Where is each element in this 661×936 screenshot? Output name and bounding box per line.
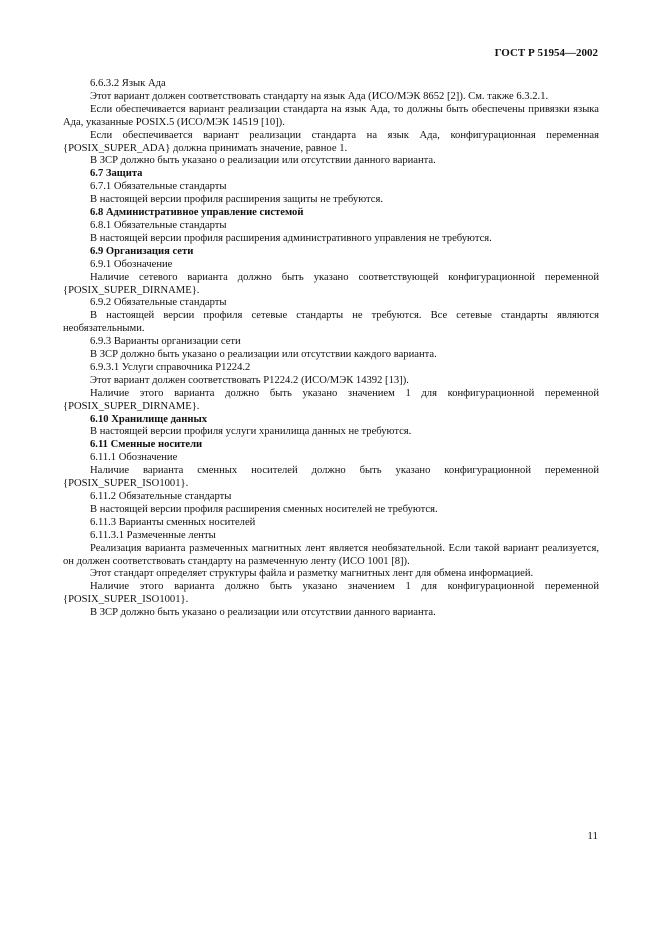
paragraph: Этот вариант должен соответствовать Р1224.2 (ИСО/МЭК 14392 [13]). (90, 374, 409, 386)
paragraph: Реализация варианта размеченных магнитных лент является необязательной. Если такой вариант реализуется, он должен соответствовать стандарту на размеченную ленту (ИСО 1001 [8]). (63, 542, 599, 567)
section-heading: 6.10 Хранилище данных (90, 413, 208, 425)
section-title: 6.11.2 Обязательные стандарты (90, 491, 232, 502)
paragraph: В ЗСР должно быть указано о реализации или отсутствии каждого варианта. (90, 349, 437, 361)
section-heading: 6.8 Административное управление системой (90, 207, 304, 219)
document-body (63, 78, 599, 620)
paragraph: Этот стандарт определяет структуры файла и разметку магнитных лент для обмена информацией. (90, 568, 534, 580)
paragraph: Наличие варианта сменных носителей должно быть указано конфигурационной переменной {POSIX_SUPER_ISO1001}. (63, 465, 599, 490)
section-title: 6.7.1 Обязательные стандарты (90, 181, 227, 193)
document-header: ГОСТ Р 51954—2002 (494, 47, 598, 59)
paragraph: В настоящей версии профиля услуги хранилища данных не требуются. (90, 426, 412, 438)
section-title: 6.9.3 Варианты организации сети (90, 336, 241, 348)
paragraph: В ЗСР должно быть указано о реализации или отсутствии данного варианта. (90, 155, 436, 167)
section-title: 6.9.3.1 Услуги справочника Р1224.2 (90, 361, 251, 373)
section-title: 6.6.3.2 Язык Ада (90, 78, 166, 89)
paragraph: Этот вариант должен соответствовать стандарту на язык Ада (ИСО/МЭК 8652 [2]). См. также 6.3.2.1. (90, 90, 549, 102)
section-heading: 6.7 Защита (90, 168, 143, 180)
section-heading: 6.9 Организация сети (90, 245, 194, 257)
section-title: 6.11.3.1 Размеченные ленты (90, 529, 216, 541)
paragraph: В настоящей версии профиля сетевые стандарты не требуются. Все сетевые стандарты являются необязательными. (63, 310, 599, 335)
paragraph: Наличие сетевого варианта должно быть указано соответствующей конфигурационной переменной {POSIX_SUPER_DIRNAME}. (63, 271, 599, 296)
paragraph: В ЗСР должно быть указано о реализации или отсутствии данного варианта. (90, 607, 436, 619)
paragraph: В настоящей версии профиля расширения административного управления не требуются. (90, 232, 492, 244)
section-title: 6.11.3 Варианты сменных носителей (90, 516, 256, 528)
paragraph: Если обеспечивается вариант реализации стандарта на язык Ада, конфигурационная переменная {POSIX_SUPER_ADA} должна принимать значение, равное 1. (63, 129, 599, 154)
section-title: 6.9.1 Обозначение (90, 258, 173, 270)
paragraph: Наличие этого варианта должно быть указано значением 1 для конфигурационной переменной {POSIX_SUPER_DIRNAME}. (63, 387, 599, 412)
section-heading: 6.11 Сменные носители (90, 439, 203, 451)
paragraph: В настоящей версии профиля расширения сменных носителей не требуются. (90, 503, 438, 515)
paragraph: Если обеспечивается вариант реализации стандарта на язык Ада, то должны быть обеспечены привязки языка Ада, указанные POSIX.5 (ИСО/МЭК 14519 [10]). (63, 103, 599, 128)
section-title: 6.9.2 Обязательные стандарты (90, 297, 227, 309)
paragraph: В настоящей версии профиля расширения защиты не требуются. (90, 194, 383, 206)
paragraph: Наличие этого варианта должно быть указано значением 1 для конфигурационной переменной {POSIX_SUPER_ISO1001}. (63, 581, 599, 606)
page-number: 11 (587, 830, 598, 842)
section-title: 6.11.1 Обозначение (90, 452, 178, 464)
section-title: 6.8.1 Обязательные стандарты (90, 219, 227, 231)
